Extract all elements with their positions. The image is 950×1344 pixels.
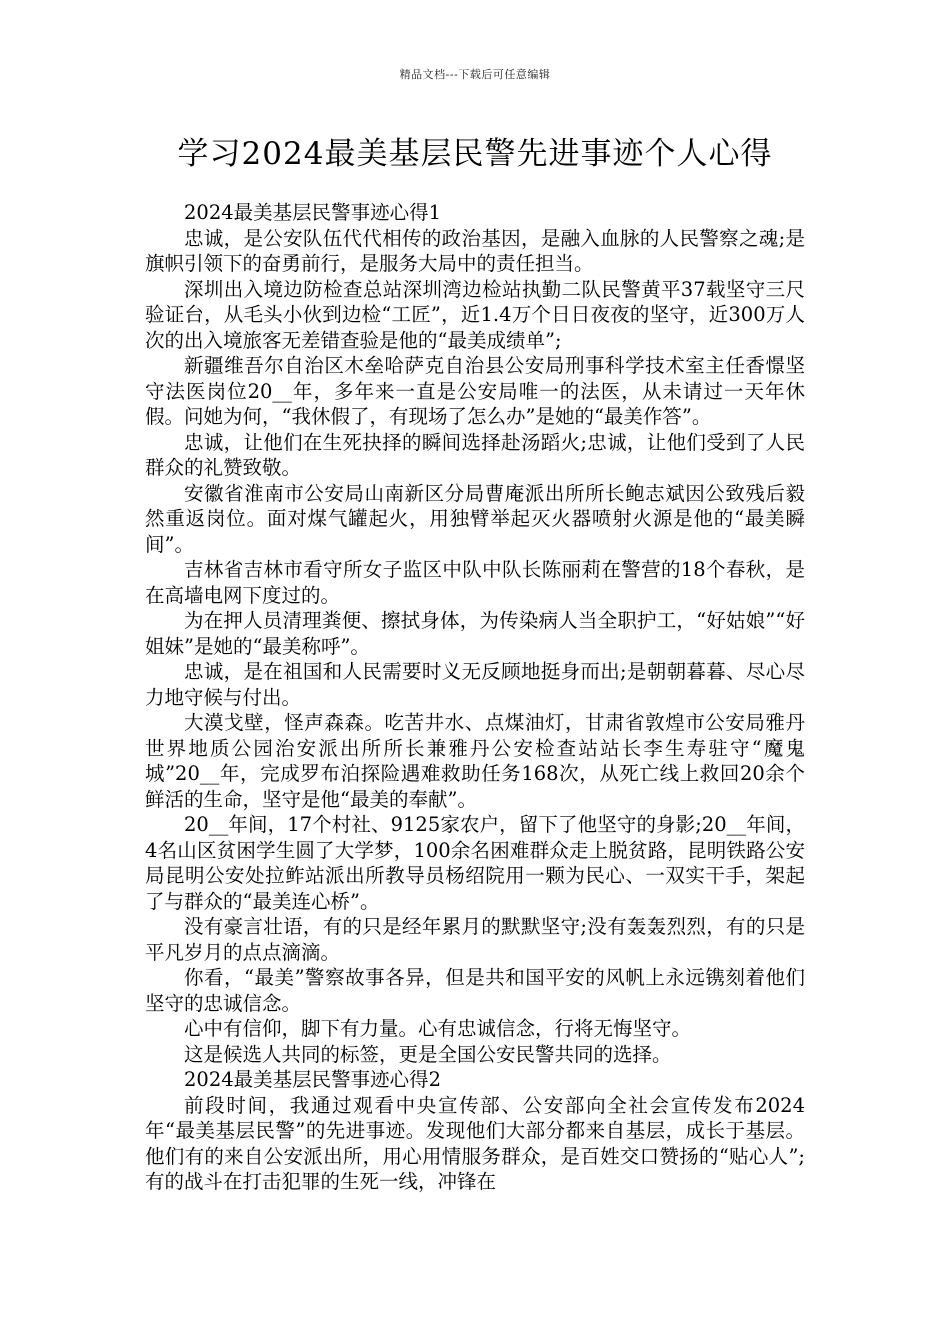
paragraph: 心中有信仰，脚下有力量。心有忠诚信念，行将无悔坚守。 <box>184 1017 692 1040</box>
paragraph: 这是候选人共同的标签，更是全国公安民警共同的选择。 <box>184 1042 672 1066</box>
paragraph: 深圳出入境边防检查总站深圳湾边检站执勤二队民警黄平37载坚守三尺验证台，从毛头小伙到边检“工匠”，近1.4万个日日夜夜的坚守，近300万人次的出入境旅客无差错查验是他的“最美成绩单”; <box>145 277 805 352</box>
document-title: 学习2024最美基层民警先进事迹个人心得 <box>177 136 773 172</box>
paragraph-heading-1: 2024最美基层民警事迹心得1 <box>184 201 442 224</box>
page-header-note: 精品文档---下载后可任意编辑 <box>399 68 551 81</box>
paragraph: 安徽省淮南市公安局山南新区分局曹庵派出所所长鲍志斌因公致残后毅然重返岗位。面对煤气罐起火，用独臂举起灭火器喷射火源是他的“最美瞬间”。 <box>145 481 805 556</box>
paragraph: 新疆维吾尔自治区木垒哈萨克自治县公安局刑事科学技术室主任香憬坚守法医岗位20__年，多年来一直是公安局唯一的法医，从未请过一天年休假。问她为何，“我休假了，有现场了怎么办”是她的“最美作答”。 <box>145 354 805 428</box>
paragraph: 你看，“最美”警察故事各异，但是共和国平安的风帆上永远镌刻着他们坚守的忠诚信念。 <box>145 966 805 1015</box>
document-body <box>145 200 805 1195</box>
paragraph: 忠诚，是公安队伍代代相传的政治基因，是融入血脉的人民警察之魂;是旗帜引领下的奋勇前行，是服务大局中的责任担当。 <box>145 226 805 275</box>
paragraph: 前段时间，我通过观看中央宣传部、公安部向全社会宣传发布2024年“最美基层民警”的先进事迹。发现他们大部分都来自基层，成长于基层。他们有的来自公安派出所，用心用情服务群众，是百姓交口赞扬的“贴心人”;有的战斗在打击犯罪的生死一线，冲锋在 <box>145 1093 805 1193</box>
paragraph: 大漠戈壁，怪声森森。吃苦井水、点煤油灯，甘肃省敦煌市公安局雅丹世界地质公园治安派出所所长兼雅丹公安检查站站长李生寿驻守“魔鬼城”20__年，完成罗布泊探险遇难救助任务168次，从死亡线上救回20余个鲜活的生命，坚守是他“最美的奉献”。 <box>145 711 805 811</box>
paragraph: 没有豪言壮语，有的只是经年累月的默默坚守;没有轰轰烈烈，有的只是平凡岁月的点点滴滴。 <box>145 915 805 964</box>
paragraph: 忠诚，是在祖国和人民需要时义无反顾地挺身而出;是朝朝暮暮、尽心尽力地守候与付出。 <box>145 660 805 709</box>
paragraph: 忠诚，让他们在生死抉择的瞬间选择赴汤蹈火;忠诚，让他们受到了人民群众的礼赞致敬。 <box>145 430 805 479</box>
paragraph-heading-2: 2024最美基层民警事迹心得2 <box>184 1068 442 1091</box>
paragraph: 20__年间，17个村社、9125家农户，留下了他坚守的身影;20__年间，4名山区贫困学生圆了大学梦，100余名困难群众走上脱贫路，昆明铁路公安局昆明公安处拉鲊站派出所教导员杨绍院用一颗为民心、一双实干手，架起了与群众的“最美连心桥”。 <box>145 813 805 913</box>
paragraph: 为在押人员清理粪便、擦拭身体，为传染病人当全职护工，“好姑娘”“好姐妹”是她的“最美称呼”。 <box>145 609 805 658</box>
paragraph: 吉林省吉林市看守所女子监区中队中队长陈丽莉在警营的18个春秋，是在高墙电网下度过的。 <box>145 558 805 607</box>
